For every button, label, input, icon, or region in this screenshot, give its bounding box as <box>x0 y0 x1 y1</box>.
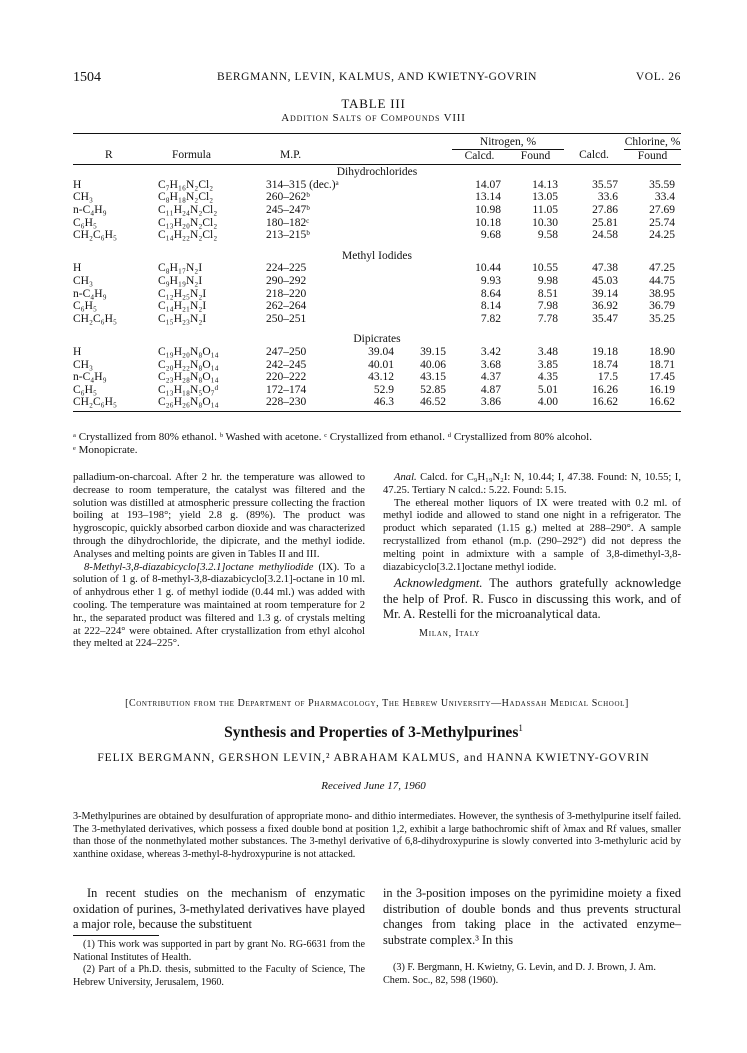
table-section-label: Methyl Iodides <box>342 249 412 262</box>
footnote: (3) F. Bergmann, H. Kwietny, G. Levin, and D. J. Brown, J. Am. Chem. Soc., 82, 598 (1960). <box>383 962 656 986</box>
abstract: 3-Methylpurines are obtained by desulfuration of appropriate mono- and dithio intermediates. However, the synthesis of 3-methylpurine itself failed. The 3-methylated derivatives, which possess a fixed double bond at position 1,2, exhibit a large bathochromic shift of λmax and Rf values, smaller than those of the nonmethylated mother substances. The 3-methyl derivative of 6,8-dihydroxypurine is slowly converted into 3-methyluric acid by xanthine oxidase, whereas 3-methyl-8-hydroxypurine is not attacked. <box>73 811 681 860</box>
table-cell: 43.12 <box>368 371 394 384</box>
experimental-paragraph: 8-Methyl-3,8-diazabicyclo[3.2.1]octane methyliodide (IX). To a solution of 1 g. of 8-methyl-3,8-diazabicyclo[3.2.1]-octane in 10 ml. of anhydrous ether 1 g. of methyl iodide (0.44 ml.) was added with cooling. The temperature was maintained at room temperature for 2 hr., the separated product was filtered and 1.3 g. of crystals melting at 222–224° were obtained. After crystallization from ethyl alcohol they melted at 224–225°. <box>73 561 365 650</box>
table-row <box>73 229 681 242</box>
table-cell: C₂₀H₂₂N₈O₁₄ <box>158 358 219 371</box>
table-cell: 213–215ᵇ <box>266 229 310 242</box>
column-header: R <box>73 149 158 165</box>
table-section-label: Dihydrochlorides <box>336 166 418 179</box>
place-label: Milan, Italy <box>419 627 480 639</box>
table-cell <box>343 217 400 230</box>
table-row <box>73 217 681 230</box>
table-cell: 242–245 <box>266 358 307 371</box>
table-cell: 45.03 <box>592 274 618 287</box>
table-cell <box>400 262 452 275</box>
table-cell: 40.06 <box>420 358 446 371</box>
column-header: Found <box>507 149 564 165</box>
column-header: Calcd. <box>564 149 624 165</box>
table-cell: C₁₄H₂₂N₂Cl₂ <box>158 229 218 242</box>
table-cell <box>343 275 400 288</box>
column-header <box>400 149 452 165</box>
table-cell: 7.78 <box>537 312 558 325</box>
column-header: M.P. <box>258 149 343 165</box>
footnote-right <box>383 962 681 987</box>
table-cell: CH₃ <box>73 358 93 371</box>
table-cell: C₁₁H₂₄N₂Cl₂ <box>158 203 218 216</box>
table-cell: CH₂C₆H₅ <box>73 312 117 325</box>
table-cell: CH₃ <box>73 191 93 204</box>
table-cell: 218–220 <box>266 287 307 300</box>
table-cell: 33.6 <box>597 191 618 204</box>
table-cell: 247–250 <box>266 345 307 358</box>
acknowledgment: Acknowledgment. The authors gratefully acknowledge the help of Prof. R. Fusco in discussing this work, and of Mr. A. Restelli for the microanalytical data. <box>383 576 681 622</box>
table-cell <box>400 313 452 326</box>
table-cell: 4.35 <box>537 371 558 384</box>
column-header: Found <box>624 149 681 165</box>
table-cell: 33.4 <box>654 191 675 204</box>
table-cell: 16.19 <box>649 383 675 396</box>
footnotes-left <box>73 939 365 989</box>
table-cell: 40.01 <box>368 358 394 371</box>
table-cell <box>400 191 452 204</box>
table-cell <box>343 300 400 313</box>
table-cell: 314–315 (dec.)ᵃ <box>266 178 339 191</box>
experimental-paragraph: palladium-on-charcoal. After 2 hr. the temperature was allowed to decrease to room temperature, the catalyst was filtered and the solution was distilled at atmospheric pressure collecting the fraction boiling at 193–198°; yield 2.8 g. (89%). The product was hygroscopic, quickly absorbed carbon dioxide and was characterized through the dihydrochloride, the dipicrate, and the methyl iodide. Analyses and melting points are given in Tables II and III. <box>73 472 365 560</box>
table-cell: C₆H₅ <box>73 300 97 313</box>
table-cell: 8.14 <box>480 300 501 313</box>
table-cell: n-C₄H₉ <box>73 371 107 384</box>
table-cell: 172–174 <box>266 383 307 396</box>
table-cell: 13.05 <box>532 191 558 204</box>
table-row <box>73 275 681 288</box>
table-cell: 17.5 <box>597 371 618 384</box>
column-header: Calcd. <box>452 149 507 165</box>
table-cell: C₆H₅ <box>73 216 97 229</box>
table-cell: 35.47 <box>592 312 618 325</box>
table-row <box>73 313 681 326</box>
table-cell: 39.15 <box>420 345 446 358</box>
table-row <box>73 191 681 204</box>
table-row <box>73 346 681 359</box>
table-cell: C₁₉H₂₀N₈O₁₄ <box>158 345 219 358</box>
contribution-line: [Contribution from the Department of Pharmacology, The Hebrew University—Hadassah Medical School] <box>125 698 629 709</box>
body-text-left: In recent studies on the mechanism of enzymatic oxidation of purines, 3-methylated derivatives have played a major role, because the substituent <box>73 886 365 932</box>
table-cell: 39.04 <box>368 345 394 358</box>
table-cell <box>400 288 452 301</box>
table-cell: C₉H₁₉N₂I <box>158 274 203 287</box>
table-cell: 8.51 <box>537 287 558 300</box>
table-cell: C₈H₁₇N₂I <box>158 262 203 275</box>
table-cell: C₁₃H₁₈N₅O₇ᵈ <box>158 383 219 396</box>
table-cell: 25.81 <box>592 216 618 229</box>
footnote: (1) This work was supported in part by grant No. RG-6631 from the National Institutes of Health. <box>73 939 365 963</box>
table-footnote-line: ᵃ Crystallized from 80% ethanol. ᵇ Washed with acetone. ᶜ Crystallized from ethanol. ᵈ Crystallized from 80% alcohol. <box>73 431 592 443</box>
table-cell: C₁₃H₂₀N₂Cl₂ <box>158 216 218 229</box>
table-cell: 250–251 <box>266 312 307 325</box>
table-cell <box>343 262 400 275</box>
table-cell: 14.13 <box>532 178 558 191</box>
table-cell: C₈H₁₈N₂Cl₂ <box>158 191 214 204</box>
table-cell: 9.93 <box>480 274 501 287</box>
table-cell: CH₂C₆H₅ <box>73 229 117 242</box>
table-subtitle: Addition Salts of Compounds VIII <box>281 112 466 124</box>
table-cell: CH₂C₆H₅ <box>73 396 158 411</box>
table-cell <box>343 204 400 217</box>
table-cell: 24.25 <box>649 229 675 242</box>
table-cell <box>400 300 452 313</box>
received-date: Received June 17, 1960 <box>321 780 426 792</box>
running-title: BERGMANN, LEVIN, KALMUS, AND KWIETNY-GOVRIN <box>217 71 537 83</box>
table-cell: 7.82 <box>480 312 501 325</box>
table-cell: 10.98 <box>475 203 501 216</box>
running-header <box>73 70 681 86</box>
table-row <box>73 179 681 192</box>
table-row <box>73 300 681 313</box>
volume-label: VOL. 26 <box>635 71 681 83</box>
table-cell: 220–222 <box>266 371 307 384</box>
table-cell <box>343 229 400 242</box>
table-cell: 4.37 <box>480 371 501 384</box>
table-cell: 46.52 <box>400 396 452 411</box>
table-cell: 3.42 <box>480 345 501 358</box>
column-header: Formula <box>158 149 258 165</box>
left-column <box>73 472 365 651</box>
table-cell: 35.57 <box>592 178 618 191</box>
table-cell: C₇H₁₆N₂Cl₂ <box>158 178 214 191</box>
table-cell: 16.62 <box>564 396 624 411</box>
footnote-rule <box>73 935 159 936</box>
table-cell: 260–262ᵇ <box>266 191 310 204</box>
article-title: Synthesis and Properties of 3-Methylpurines$^1$ <box>224 723 523 742</box>
table-cell: C₁₅H₂₃N₂I <box>158 312 207 325</box>
table-cell: 39.14 <box>592 287 618 300</box>
table-cell: 10.44 <box>475 262 501 275</box>
table-row <box>73 359 681 372</box>
table-cell: 4.87 <box>480 383 501 396</box>
table-footnotes <box>73 431 683 457</box>
table-cell: 18.90 <box>649 345 675 358</box>
table-cell: 19.18 <box>592 345 618 358</box>
table-cell: 16.62 <box>624 396 681 411</box>
table-section-label: Dipicrates <box>353 333 401 346</box>
table-cell: 5.01 <box>537 383 558 396</box>
table-cell: 47.38 <box>592 262 618 275</box>
right-column <box>383 472 681 641</box>
table-cell: 245–247ᵇ <box>266 203 310 216</box>
body-text-right: in the 3-position imposes on the pyrimidine moiety a fixed distribution of double bonds and thus prevents structural changes from taking place in the activated enzyme–substrate complex.³ In this <box>383 886 681 947</box>
table-cell <box>400 217 452 230</box>
table-cell: 25.74 <box>649 216 675 229</box>
page-number: 1504 <box>73 70 101 85</box>
table-cell: 52.9 <box>373 383 394 396</box>
chlorine-group-header: Chlorine, % <box>624 134 681 150</box>
table-cell: 290–292 <box>266 274 307 287</box>
table-row <box>73 288 681 301</box>
table-cell: 3.85 <box>537 358 558 371</box>
table-cell: 44.75 <box>649 274 675 287</box>
table-row <box>73 384 681 397</box>
table-cell: 38.95 <box>649 287 675 300</box>
table-cell: 4.00 <box>507 396 564 411</box>
table-cell: 36.92 <box>592 300 618 313</box>
table-cell: 35.59 <box>649 178 675 191</box>
addition-salts-table <box>73 133 681 412</box>
table-cell: 3.68 <box>480 358 501 371</box>
compound-name: 8-Methyl-3,8-diazabicyclo[3.2.1]octane methyliodide <box>84 561 314 573</box>
table-row <box>73 371 681 384</box>
author-list: FELIX BERGMANN, GERSHON LEVIN,² ABRAHAM KALMUS, and HANNA KWIETNY-GOVRIN <box>97 752 650 764</box>
table-cell: 3.86 <box>452 396 507 411</box>
table-title: TABLE III <box>341 96 406 111</box>
table-cell: 43.15 <box>420 371 446 384</box>
table-cell <box>343 191 400 204</box>
table-cell: H <box>73 178 82 191</box>
table-cell: 228–230 <box>258 396 343 411</box>
table-cell: 10.18 <box>475 216 501 229</box>
table-cell: C₁₄H₂₁N₂I <box>158 300 207 313</box>
table-cell: 14.07 <box>475 178 501 191</box>
experimental-paragraph: The ethereal mother liquors of IX were treated with 0.2 ml. of methyl iodide and allowed to stand one night in a refrigerator. The product which separated (1.15 g.) melted at 288–290°. A sample recrystallized from ethanol (m.p. (290–292°) did not depress the melting point in admixture with a sample of 3,8-dimethyl-3,8-diazabicyclo[3.2.1]octane methyl iodide. <box>383 497 681 573</box>
table-cell: H <box>73 262 82 275</box>
table-cell: 35.25 <box>649 312 675 325</box>
table-cell: 10.30 <box>532 216 558 229</box>
table-cell: 17.45 <box>649 371 675 384</box>
table-cell: 18.74 <box>592 358 618 371</box>
table-cell: n-C₄H₉ <box>73 203 107 216</box>
table-footnote-line: ᵉ Monopicrate. <box>73 444 138 457</box>
table-cell: C₁₂H₂₅N₂I <box>158 287 207 300</box>
table-cell: 52.85 <box>420 383 446 396</box>
footnote: (2) Part of a Ph.D. thesis, submitted to the Faculty of Science, The Hebrew University, Jerusalem, 1960. <box>73 964 365 988</box>
table-cell: 9.58 <box>537 229 558 242</box>
table-cell: C₂₃H₂₈N₈O₁₄ <box>158 371 219 384</box>
table-cell: 18.71 <box>649 358 675 371</box>
table-cell <box>400 179 452 192</box>
table-cell: 224–225 <box>266 262 307 275</box>
table-cell: 13.14 <box>475 191 501 204</box>
analysis-paragraph: Anal. Calcd. for C₉H₁₉N₂I: N, 10.44; I, 47.38. Found: N, 10.55; I, 47.25. Tertiary N calcd.: 5.22. Found: 5.15. <box>383 472 681 496</box>
table-cell: 46.3 <box>343 396 400 411</box>
table-cell <box>343 288 400 301</box>
table-cell: 7.98 <box>537 300 558 313</box>
table-cell: 262–264 <box>266 300 307 313</box>
table-cell: CH₃ <box>73 274 93 287</box>
table-cell: 16.26 <box>592 383 618 396</box>
table-cell: 3.48 <box>537 345 558 358</box>
table-cell: 47.25 <box>649 262 675 275</box>
table-cell: 11.05 <box>532 203 558 216</box>
table-cell: 9.98 <box>537 274 558 287</box>
table-cell <box>343 313 400 326</box>
table-cell: H <box>73 345 82 358</box>
table-cell: C₂₆H₂₆N₈O₁₄ <box>158 396 258 411</box>
table-cell: 36.79 <box>649 300 675 313</box>
table-cell: 27.69 <box>649 203 675 216</box>
table-row <box>73 396 681 411</box>
table-cell <box>400 204 452 217</box>
table-cell: 27.86 <box>592 203 618 216</box>
table-row <box>73 262 681 275</box>
table-cell: 180–182ᶜ <box>266 216 310 229</box>
table-cell: 8.64 <box>480 287 501 300</box>
column-header <box>343 149 400 165</box>
table-row <box>73 204 681 217</box>
nitrogen-group-header: Nitrogen, % <box>452 134 564 150</box>
table-cell: n-C₄H₉ <box>73 287 107 300</box>
table-cell: 24.58 <box>592 229 618 242</box>
table-cell: C₆H₅ <box>73 383 97 396</box>
table-cell: 9.68 <box>480 229 501 242</box>
table-cell <box>400 275 452 288</box>
table-cell <box>400 229 452 242</box>
table-cell: 10.55 <box>532 262 558 275</box>
table-cell <box>343 179 400 192</box>
